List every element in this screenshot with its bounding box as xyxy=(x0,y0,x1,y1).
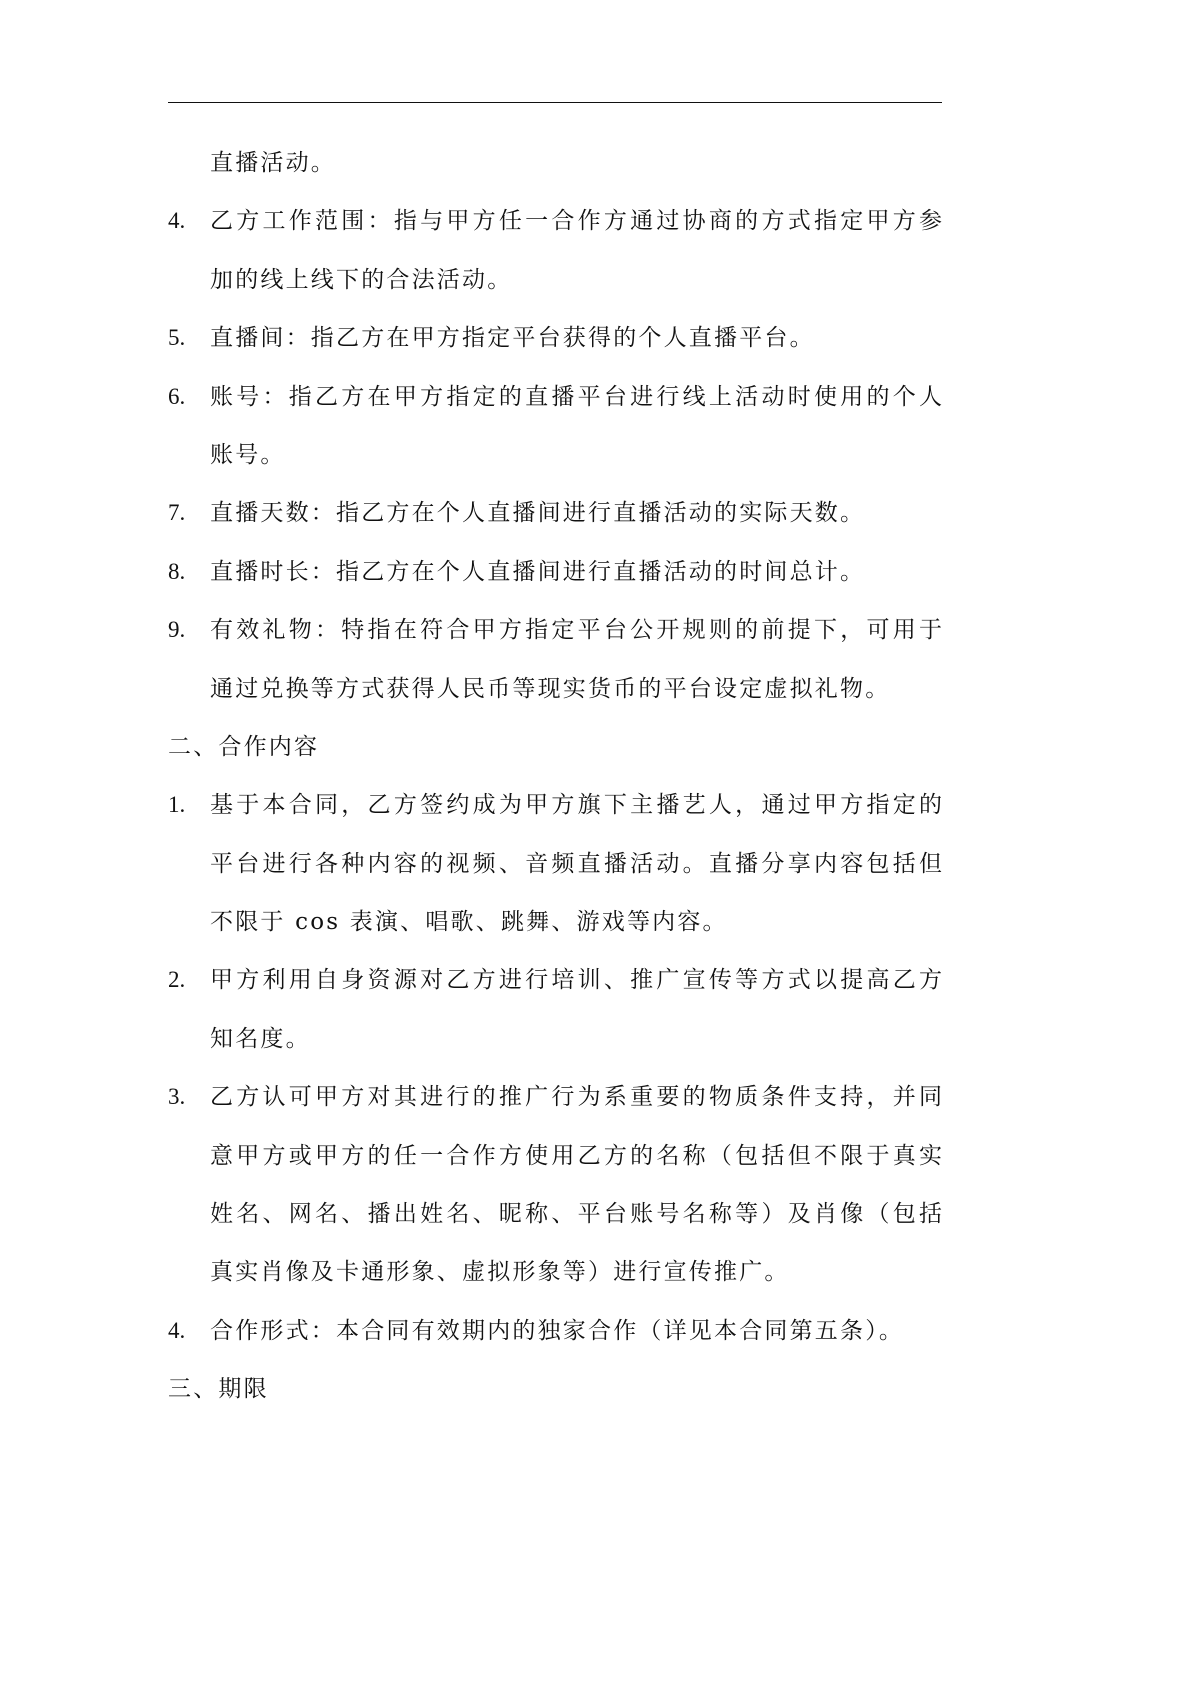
section-heading-text: 三、期限 xyxy=(168,1376,269,1403)
item-number: 8. xyxy=(168,558,186,584)
item-number: 5. xyxy=(168,325,186,351)
line-text: 通过兑换等方式获得人民币等现实货币的平台设定虚拟礼物。 xyxy=(210,675,891,702)
section-heading xyxy=(168,1360,942,1418)
line-text: 合作形式：本合同有效期内的独家合作（详见本合同第五条）。 xyxy=(210,1317,905,1344)
list-item xyxy=(168,1302,942,1360)
item-number: 2. xyxy=(168,967,186,993)
line-text: 知名度。 xyxy=(210,1025,311,1052)
line-text: 乙方认可甲方对其进行的推广行为系重要的物质条件支持，并同 xyxy=(210,1084,942,1111)
text-line xyxy=(168,251,942,309)
item-number: 9. xyxy=(168,617,186,643)
line-text: 账号。 xyxy=(210,441,286,468)
line-text: 姓名、网名、播出姓名、昵称、平台账号名称等）及肖像（包括 xyxy=(210,1201,942,1228)
list-item xyxy=(168,309,942,367)
line-text: 不限于 cos 表演、唱歌、跳舞、游戏等内容。 xyxy=(210,909,728,936)
text-line xyxy=(168,1127,942,1185)
line-text: 有效礼物：特指在符合甲方指定平台公开规则的前提下，可用于 xyxy=(210,617,942,644)
list-item xyxy=(168,776,942,951)
text-line xyxy=(168,134,942,192)
line-text: 乙方工作范围：指与甲方任一合作方通过协商的方式指定甲方参 xyxy=(210,208,942,235)
list-item xyxy=(168,1068,942,1302)
line-text: 加的线上线下的合法活动。 xyxy=(210,266,513,293)
list-item xyxy=(168,134,942,192)
item-number: 6. xyxy=(168,383,186,409)
section-heading xyxy=(168,718,942,776)
line-text: 直播活动。 xyxy=(210,150,336,176)
line-text: 基于本合同，乙方签约成为甲方旗下主播艺人，通过甲方指定的 xyxy=(210,792,942,819)
text-line xyxy=(168,1010,942,1068)
document-body xyxy=(168,134,942,1419)
line-text: 账号：指乙方在甲方指定的直播平台进行线上活动时使用的个人 xyxy=(210,383,942,410)
list-item xyxy=(168,543,942,601)
line-text: 直播间：指乙方在甲方指定平台获得的个人直播平台。 xyxy=(210,325,815,352)
item-number: 4. xyxy=(168,208,186,234)
item-number: 4. xyxy=(168,1317,186,1343)
list-item xyxy=(168,368,942,485)
item-number: 3. xyxy=(168,1084,186,1110)
text-line xyxy=(168,426,942,484)
line-text: 直播时长：指乙方在个人直播间进行直播活动的时间总计。 xyxy=(210,558,866,585)
line-text: 真实肖像及卡通形象、虚拟形象等）进行宣传推广。 xyxy=(210,1259,790,1286)
section-heading-text: 二、合作内容 xyxy=(168,733,320,760)
text-line xyxy=(168,1068,942,1126)
item-number: 7. xyxy=(168,500,186,526)
text-line xyxy=(168,776,942,834)
line-text: 直播天数：指乙方在个人直播间进行直播活动的实际天数。 xyxy=(210,500,866,527)
text-line xyxy=(168,893,942,951)
text-line xyxy=(168,1185,942,1243)
text-line xyxy=(168,1302,942,1360)
text-line xyxy=(168,951,942,1009)
text-line xyxy=(168,309,942,367)
list-item xyxy=(168,484,942,542)
list-item xyxy=(168,192,942,309)
line-text: 甲方利用自身资源对乙方进行培训、推广宣传等方式以提高乙方 xyxy=(210,967,942,994)
list-item xyxy=(168,601,942,718)
text-line xyxy=(168,1243,942,1301)
text-line xyxy=(168,192,942,250)
header-rule xyxy=(168,102,942,103)
text-line xyxy=(168,660,942,718)
line-text: 平台进行各种内容的视频、音频直播活动。直播分享内容包括但 xyxy=(210,850,942,877)
text-line xyxy=(168,368,942,426)
text-line xyxy=(168,543,942,601)
list-item xyxy=(168,951,942,1068)
text-line xyxy=(168,601,942,659)
line-text: 意甲方或甲方的任一合作方使用乙方的名称（包括但不限于真实 xyxy=(210,1142,942,1169)
item-number: 1. xyxy=(168,792,186,818)
text-line xyxy=(168,484,942,542)
text-line xyxy=(168,835,942,893)
